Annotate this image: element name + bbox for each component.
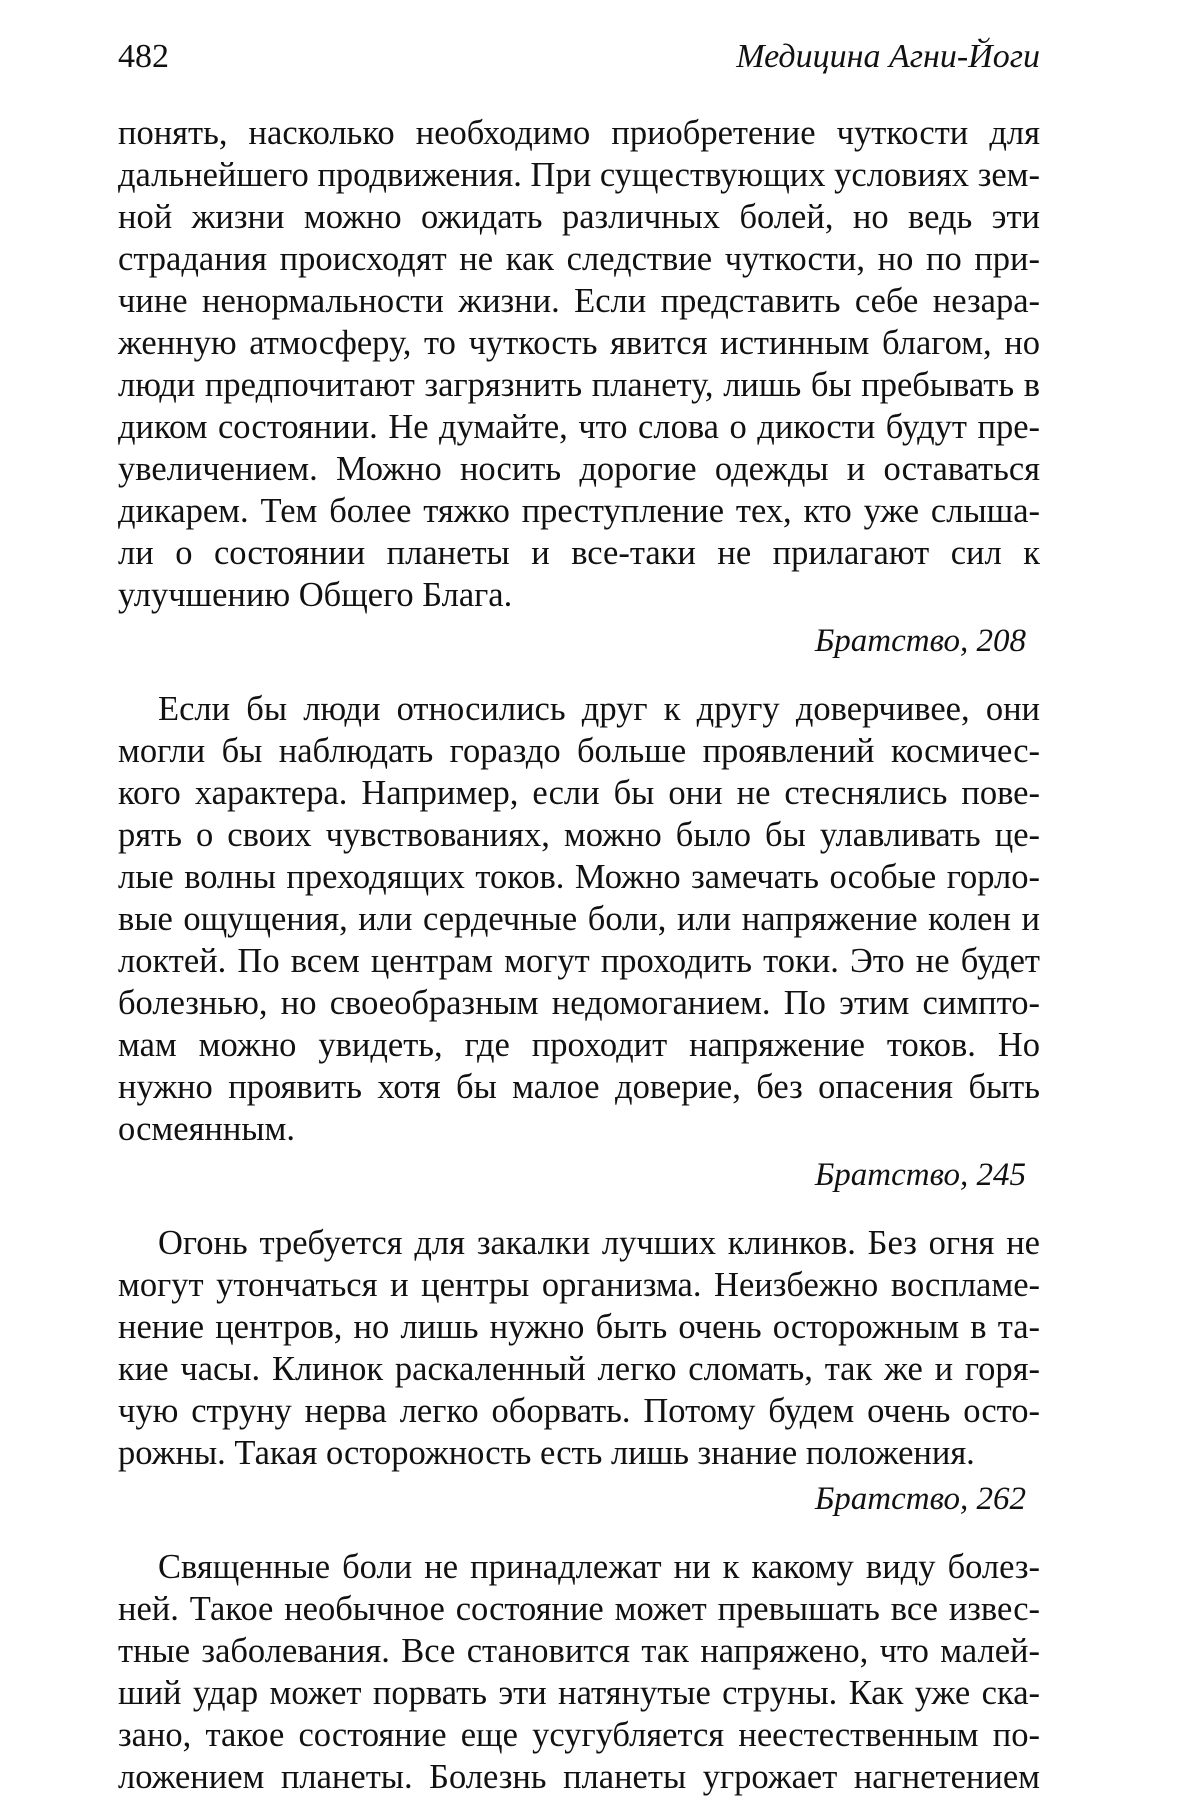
text-line: нужно проявить хотя бы малое доверие, без опасения быть xyxy=(118,1068,1040,1106)
text-line: ли о состоянии планеты и все-таки не прилагают сил к xyxy=(118,534,1040,572)
text-line: ший удар может порвать эти натянутые струны. Как уже ска- xyxy=(118,1674,1040,1712)
paragraph xyxy=(118,1546,1040,1798)
text-line: кие часы. Клинок раскаленный легко сломать, так же и горя- xyxy=(118,1350,1040,1388)
text-line: Огонь требуется для закалки лучших клинков. Без огня не xyxy=(158,1224,1040,1262)
text-line: дальнейшего продвижения. При существующих условиях зем- xyxy=(118,156,1040,194)
text-line: ложением планеты. Болезнь планеты угрожает нагнетением xyxy=(118,1758,1040,1796)
text-line: рять о своих чувствованиях, можно было бы улавливать це- xyxy=(118,816,1040,854)
text-line: ней. Такое необычное состояние может превышать все извес- xyxy=(118,1590,1040,1628)
text-line: осмеянным. xyxy=(118,1110,295,1148)
text-line: дикарем. Тем более тяжко преступление тех, кто уже слыша- xyxy=(118,492,1040,530)
text-line: тные заболевания. Все становится так напряжено, что малей- xyxy=(118,1632,1040,1670)
page-number: 482 xyxy=(118,38,169,75)
text-line: женную атмосферу, то чуткость явится истинным благом, но xyxy=(118,324,1040,362)
text-line: могут утончаться и центры организма. Неизбежно воспламе- xyxy=(118,1266,1040,1304)
text-line: страдания происходят не как следствие чуткости, но по при- xyxy=(118,240,1040,278)
text-line: диком состоянии. Не думайте, что слова о дикости будут пре- xyxy=(118,408,1040,446)
text-line: зано, такое состояние еще усугубляется неестественным по- xyxy=(118,1716,1040,1754)
text-line: кого характера. Например, если бы они не стеснялись пове- xyxy=(118,774,1040,812)
paragraph xyxy=(118,688,1040,1196)
text-line: рожны. Такая осторожность есть лишь знание положения. xyxy=(118,1434,975,1472)
page-header xyxy=(118,38,1040,88)
text-line: улучшению Общего Блага. xyxy=(118,576,513,614)
text-line: вые ощущения, или сердечные боли, или напряжение колен и xyxy=(118,900,1040,938)
text-line: локтей. По всем центрам могут проходить токи. Это не будет xyxy=(118,942,1040,980)
text-line: болезнью, но своеобразным недомоганием. По этим симпто- xyxy=(118,984,1040,1022)
text-line: увеличением. Можно носить дорогие одежды и оставаться xyxy=(118,450,1040,488)
paragraph xyxy=(118,1222,1040,1520)
citation: Братство, 208 xyxy=(814,623,1026,659)
text-line: люди предпочитают загрязнить планету, лишь бы пребывать в xyxy=(118,366,1040,404)
text-line: понять, насколько необходимо приобретение чуткости для xyxy=(118,114,1040,152)
paragraph xyxy=(118,112,1040,662)
text-line: Священные боли не принадлежат ни к какому виду болез- xyxy=(158,1548,1040,1586)
text-line: ной жизни можно ожидать различных болей, но ведь эти xyxy=(118,198,1040,236)
text-line: чине ненормальности жизни. Если представить себе незара- xyxy=(118,282,1040,320)
citation: Братство, 245 xyxy=(814,1157,1026,1193)
text-line: нение центров, но лишь нужно быть очень осторожным в та- xyxy=(118,1308,1040,1346)
citation: Братство, 262 xyxy=(814,1481,1026,1517)
text-line: чую струну нерва легко оборвать. Потому будем очень осто- xyxy=(118,1392,1040,1430)
running-title: Медицина Агни-Йоги xyxy=(736,38,1040,75)
text-line: мам можно увидеть, где проходит напряжение токов. Но xyxy=(118,1026,1040,1064)
text-line: могли бы наблюдать гораздо больше проявлений космичес- xyxy=(118,732,1040,770)
text-line: Если бы люди относились друг к другу доверчивее, они xyxy=(158,690,1040,728)
text-line: лые волны преходящих токов. Можно замечать особые горло- xyxy=(118,858,1040,896)
